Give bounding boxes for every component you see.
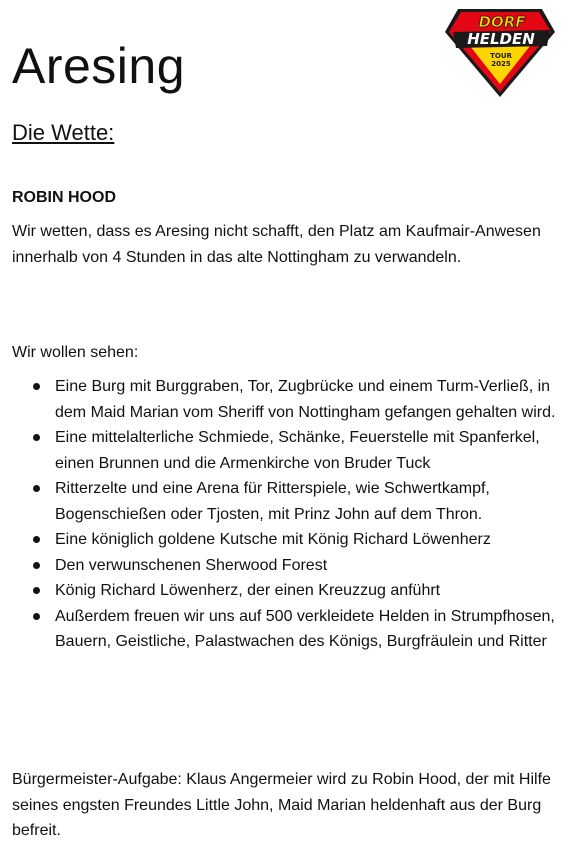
dorfhelden-logo [444, 6, 556, 98]
list-item-text: Ritterzelte und eine Arena für Ritterspiele, wie Schwertkampf, Bogenschießen oder Tjosten, mit Prinz John auf dem Thron. [55, 480, 490, 523]
bullet-icon [33, 536, 40, 543]
bullet-icon [33, 613, 40, 620]
bullet-icon [33, 587, 40, 594]
list-item [12, 476, 557, 527]
bet-heading: ROBIN HOOD [12, 189, 116, 206]
list-item [12, 374, 557, 425]
bullet-icon [33, 562, 40, 569]
logo-text-line1: DORF [478, 13, 526, 31]
list-item [12, 553, 557, 579]
list-intro: Wir wollen sehen: [12, 344, 139, 361]
list-item [12, 527, 557, 553]
list-item [12, 425, 557, 476]
bullet-icon [33, 383, 40, 390]
list-item-text: Den verwunschenen Sherwood Forest [55, 556, 328, 574]
list-item-text: Eine königlich goldene Kutsche mit König Richard Löwenherz [55, 531, 491, 548]
list-item-text: Außerdem freuen wir uns auf 500 verkleidete Helden in Strumpfhosen, Bauern, Geistliche, Palastwachen des Königs, Burgfräulein und Ritter [55, 607, 555, 650]
bullet-icon [33, 485, 40, 492]
closing-paragraph: Bürgermeister-Aufgabe: Klaus Angermeier wird zu Robin Hood, der mit Hilfe seines engsten Freundes Little John, Maid Marian heldenhaft aus der Burg befreit. [12, 771, 551, 839]
logo-text-line3: TOUR [490, 52, 512, 60]
list-item [12, 578, 557, 604]
bet-intro-paragraph: Wir wetten, dass es Aresing nicht schafft, den Platz am Kaufmair-Anwesen innerhalb von 4 Stunden in das alte Nottingham zu verwandeln. [12, 223, 541, 266]
page-title: Aresing [12, 38, 186, 94]
wish-list [12, 374, 557, 655]
bet-subtitle: Die Wette: [12, 120, 115, 145]
logo-text-line4: 2025 [491, 60, 511, 68]
list-item-text: König Richard Löwenherz, der einen Kreuzzug anführt [55, 582, 441, 599]
bullet-icon [33, 434, 40, 441]
list-item-text: Eine mittelalterliche Schmiede, Schänke, Feuerstelle mit Spanferkel, einen Brunnen und die Armenkirche von Bruder Tuck [55, 429, 540, 472]
list-item-text: Eine Burg mit Burggraben, Tor, Zugbrücke und einem Turm-Verließ, in dem Maid Marian vom Sheriff von Nottingham gefangen gehalten wird. [55, 378, 556, 421]
list-item [12, 604, 557, 655]
logo-text-line2: HELDEN [467, 30, 535, 48]
